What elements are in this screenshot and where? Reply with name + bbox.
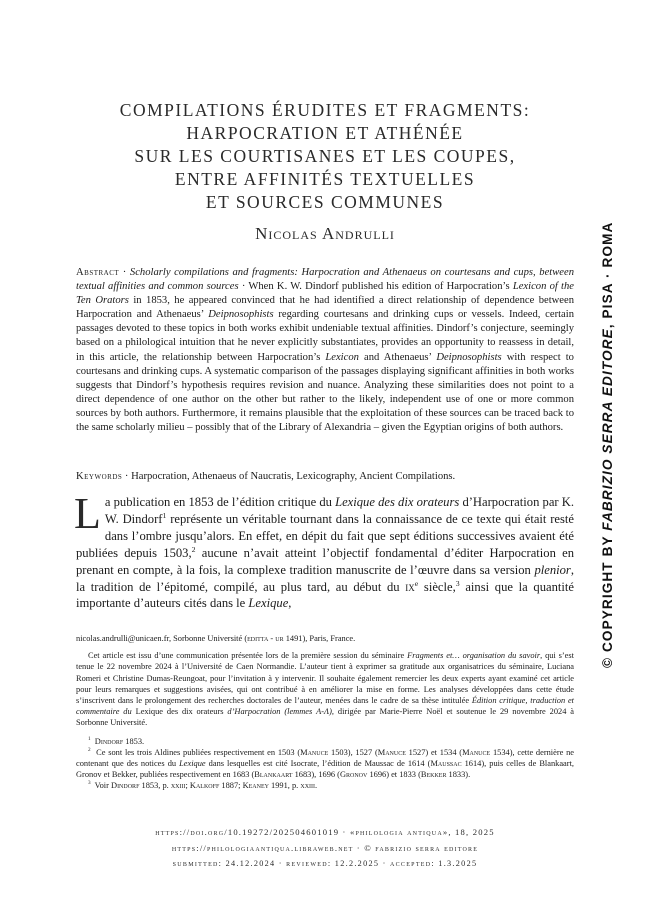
note-author: Blankaart bbox=[254, 770, 293, 780]
note-author: Keaney bbox=[242, 781, 269, 791]
note-author: Manuce bbox=[462, 747, 491, 757]
abstract bbox=[76, 266, 574, 435]
note-text: Cet article est issu d’une communication présentée lors de la première session du séminaire bbox=[88, 651, 408, 661]
note-text: dans lesquelles est cité Isocrate, l’édition de Maussac de 1614 ( bbox=[205, 759, 431, 769]
body-text: représente un véritable tournant dans la connaissance de ce texte qui était resté dans l’ombre jusqu’alors. En effet, en dépit du fait que sept éditions successives avaient été publiées depuis 1503, bbox=[76, 511, 575, 560]
author-affiliation bbox=[76, 633, 574, 644]
note-text: 1853, p. bbox=[139, 781, 171, 791]
note-text: . bbox=[315, 781, 318, 791]
body-italic: plenior bbox=[534, 562, 571, 577]
note-author: Maussac bbox=[430, 759, 462, 769]
note-text: 1534), cette dernière ne contenant que des notices du bbox=[76, 747, 575, 769]
doi-line[interactable]: https://doi.org/10.19272/202504601019 · «philologia antiqua», 18, 2025 bbox=[155, 827, 495, 837]
footnote-ref[interactable]: 1 bbox=[162, 510, 167, 520]
publisher-name: FABRIZIO SERRA EDITORE bbox=[600, 328, 615, 531]
article-title bbox=[60, 99, 590, 244]
abstract-italic: Lexicon of the Ten Orators bbox=[76, 281, 575, 307]
author-name: Nicolas Andrulli bbox=[255, 224, 395, 243]
keywords bbox=[76, 470, 574, 484]
note-italic: Édition critique, traduction et commentaire du bbox=[76, 696, 574, 717]
note-italic: Fragments et… organisation du savoir bbox=[407, 651, 541, 661]
lab-code: editta - ur 1491 bbox=[247, 634, 303, 643]
body-text: ainsi que la quantité importante d’auteurs cités dans le bbox=[76, 579, 574, 611]
note-text: 1696) et 1833 ( bbox=[367, 770, 421, 780]
note-italic: Lexique bbox=[179, 759, 206, 769]
abstract-text: in 1853, he appeared convinced that he had identified a direct relationship of dependence between Harpocration and Athenaeus’ bbox=[76, 295, 574, 321]
roman-numeral: xxiii bbox=[300, 781, 316, 791]
note-text: Ce sont les trois Aldines publiées respectivement en 1503 ( bbox=[96, 747, 301, 757]
abstract-text: and Athenaeus’ bbox=[358, 351, 437, 363]
footnote-ref[interactable]: 3 bbox=[455, 578, 460, 588]
footnote-2 bbox=[76, 747, 574, 781]
note-author: Dindorf bbox=[94, 736, 124, 746]
drop-cap: L bbox=[74, 489, 101, 538]
page-footer bbox=[60, 824, 590, 872]
footnote-1 bbox=[76, 736, 574, 747]
website-line[interactable]: https://philologiaantiqua.librawеb.net · © fabrizio serra editore bbox=[171, 843, 479, 853]
note-author: Dindorf bbox=[111, 781, 140, 791]
body-italic: Lexique des dix orateurs bbox=[335, 495, 460, 509]
footnote-3 bbox=[76, 780, 574, 791]
keywords-label: Keywords bbox=[76, 471, 123, 482]
body-text: siècle, bbox=[418, 579, 456, 594]
email-text: nicolas.andrulli@unicaen.fr, Sorbonne Université ( bbox=[76, 634, 248, 643]
copyright-text: © COPYRIGHT BY bbox=[600, 530, 615, 668]
roman-numeral: xxiii bbox=[170, 781, 186, 791]
abstract-text: · When K. W. Dindorf published his edition of Harpocration’s bbox=[238, 281, 513, 293]
abstract-sep: · bbox=[119, 267, 130, 278]
note-text: ; bbox=[185, 781, 190, 791]
title-line-3: SUR LES COURTISANES ET LES COUPES, bbox=[134, 146, 516, 166]
body-text: d’Harpocration par K. W. Dindorf bbox=[104, 495, 575, 526]
abstract-title: Scholarly compilations and fragments: Harpocration and Athenaeus on courtesans and cups, between textual affinities and common sources bbox=[76, 267, 574, 293]
title-line-1: COMPILATIONS ÉRUDITES ET FRAGMENTS: bbox=[119, 100, 531, 120]
body-text: a publication en 1853 de l’édition critique du bbox=[104, 495, 336, 509]
footnote-number: 1 bbox=[88, 735, 91, 742]
note-text: , dirigée par Marie-Pierre Noël et soutenue le 29 novembre 2024 à Sorbonne Université. bbox=[76, 707, 574, 728]
note-italic: d’Harpocration (lemmes Α-Λ) bbox=[227, 707, 332, 717]
title-line-5: ET SOURCES COMMUNES bbox=[205, 192, 445, 212]
body-text: aucune n’avait atteint l’objectif fondamental d’éditer Harpocration en prenant en compte, à la fois, la complexe tradition manuscrite de l’œuvre dans sa version bbox=[76, 545, 575, 577]
title-line-4: ENTRE AFFINITÉS TEXTUELLES bbox=[174, 169, 476, 189]
note-text: 1991, p. bbox=[268, 781, 301, 791]
note-author: Gronov bbox=[339, 770, 368, 780]
acknowledgement-note bbox=[76, 650, 574, 728]
note-author: Kalkoff bbox=[189, 781, 220, 791]
body-text: , bbox=[288, 596, 292, 611]
copyright-text: , PISA · ROMA bbox=[600, 221, 615, 329]
century-numeral: ix bbox=[405, 579, 415, 594]
note-text: 1887; bbox=[219, 781, 243, 791]
note-text: 1833). bbox=[446, 770, 471, 780]
note-text: 1503), 1527 ( bbox=[328, 747, 378, 757]
abstract-text: with respect to courtesans and drinking cups. A systematic comparison of the passages displaying significant affinities in both works suggests that Dindorf’s hypothesis requires revision and nuance. Analyzing these similarities does not point to a direct dependence of one author on the other but rather to the likely, independent use of one or more common sources by both authors. Furthermore, it remains plausible that the exploitation of these sources can be traced back to the same scholarly milieu – possibly that of the Library of Alexandria – given the Egyptian origins of both authors. bbox=[76, 351, 574, 434]
dates-line: submitted: 24.12.2024 · reviewed: 12.2.2025 · accepted: 1.3.2025 bbox=[172, 859, 478, 868]
note-text: 1853. bbox=[123, 736, 145, 746]
abstract-text: regarding courtesans and drinking cups or vessels. Indeed, certain passages devoted to these topics in both works exhibit undeniable textual affinities. Dindorf’s conjecture, seemingly based on a philological intuition that he never explicitly substantiates, provides an opportunity to reassess in detail, in this article, the relationship between Harpocration’s bbox=[76, 309, 574, 363]
note-author: Manuce bbox=[300, 747, 329, 757]
note-text: 1614), puis celles de Blankaart, Gronov et Bekker, publiées respectivement en 1683 ( bbox=[76, 759, 574, 780]
footnote-ref[interactable]: 2 bbox=[191, 544, 196, 554]
note-text: Lexique des dix orateurs bbox=[131, 707, 228, 717]
note-text: , qui s’est tenue le 22 novembre 2024 à l’Université de Caen Normandie. L’auteur tient à exprimer sa gratitude aux organisatrices du séminaire, Luciana Romeri et Christine Dumas-Reungoat, pour l’invitation à y intervenir. Il souhaite également remercier les deux experts ayant examiné cet article pour leurs remarques et suggestions avisées, qui ont contribué à en améliorer la mise en forme. Les analyses développées dans cette étude s’inscrivent dans le prolongement des recherches doctorales de l’auteur, menées dans le cadre de sa thèse intitulée bbox=[76, 651, 574, 706]
note-author: Manuce bbox=[377, 747, 406, 757]
body-text: , la tradition de l’épitomé, compilé, au plus tard, au début du bbox=[76, 562, 574, 594]
footnote-number: 3 bbox=[88, 780, 91, 787]
email-text: ), Paris, France. bbox=[302, 634, 356, 643]
abstract-label: Abstract bbox=[76, 267, 120, 278]
abstract-italic: Deipnosophists bbox=[208, 309, 274, 321]
note-author: Bekker bbox=[420, 770, 447, 780]
body-paragraph bbox=[74, 489, 575, 612]
side-copyright-notice bbox=[597, 221, 619, 668]
title-line-2: HARPOCRATION ET ATHÉNÉE bbox=[186, 123, 464, 143]
abstract-italic: Lexicon bbox=[325, 351, 359, 363]
ordinal-suffix: e bbox=[414, 578, 419, 588]
note-text: Voir bbox=[94, 781, 112, 791]
note-text: 1527) et 1534 ( bbox=[405, 747, 463, 757]
footnote-number: 2 bbox=[88, 747, 91, 754]
keywords-text: · Harpocration, Athenaeus of Naucratis, Lexicography, Ancient Compilations. bbox=[122, 471, 456, 482]
body-italic: Lexique bbox=[248, 596, 289, 611]
footnotes bbox=[76, 633, 574, 792]
note-text: 1683), 1696 ( bbox=[292, 770, 340, 780]
abstract-italic: Deipnosophists bbox=[436, 351, 502, 363]
